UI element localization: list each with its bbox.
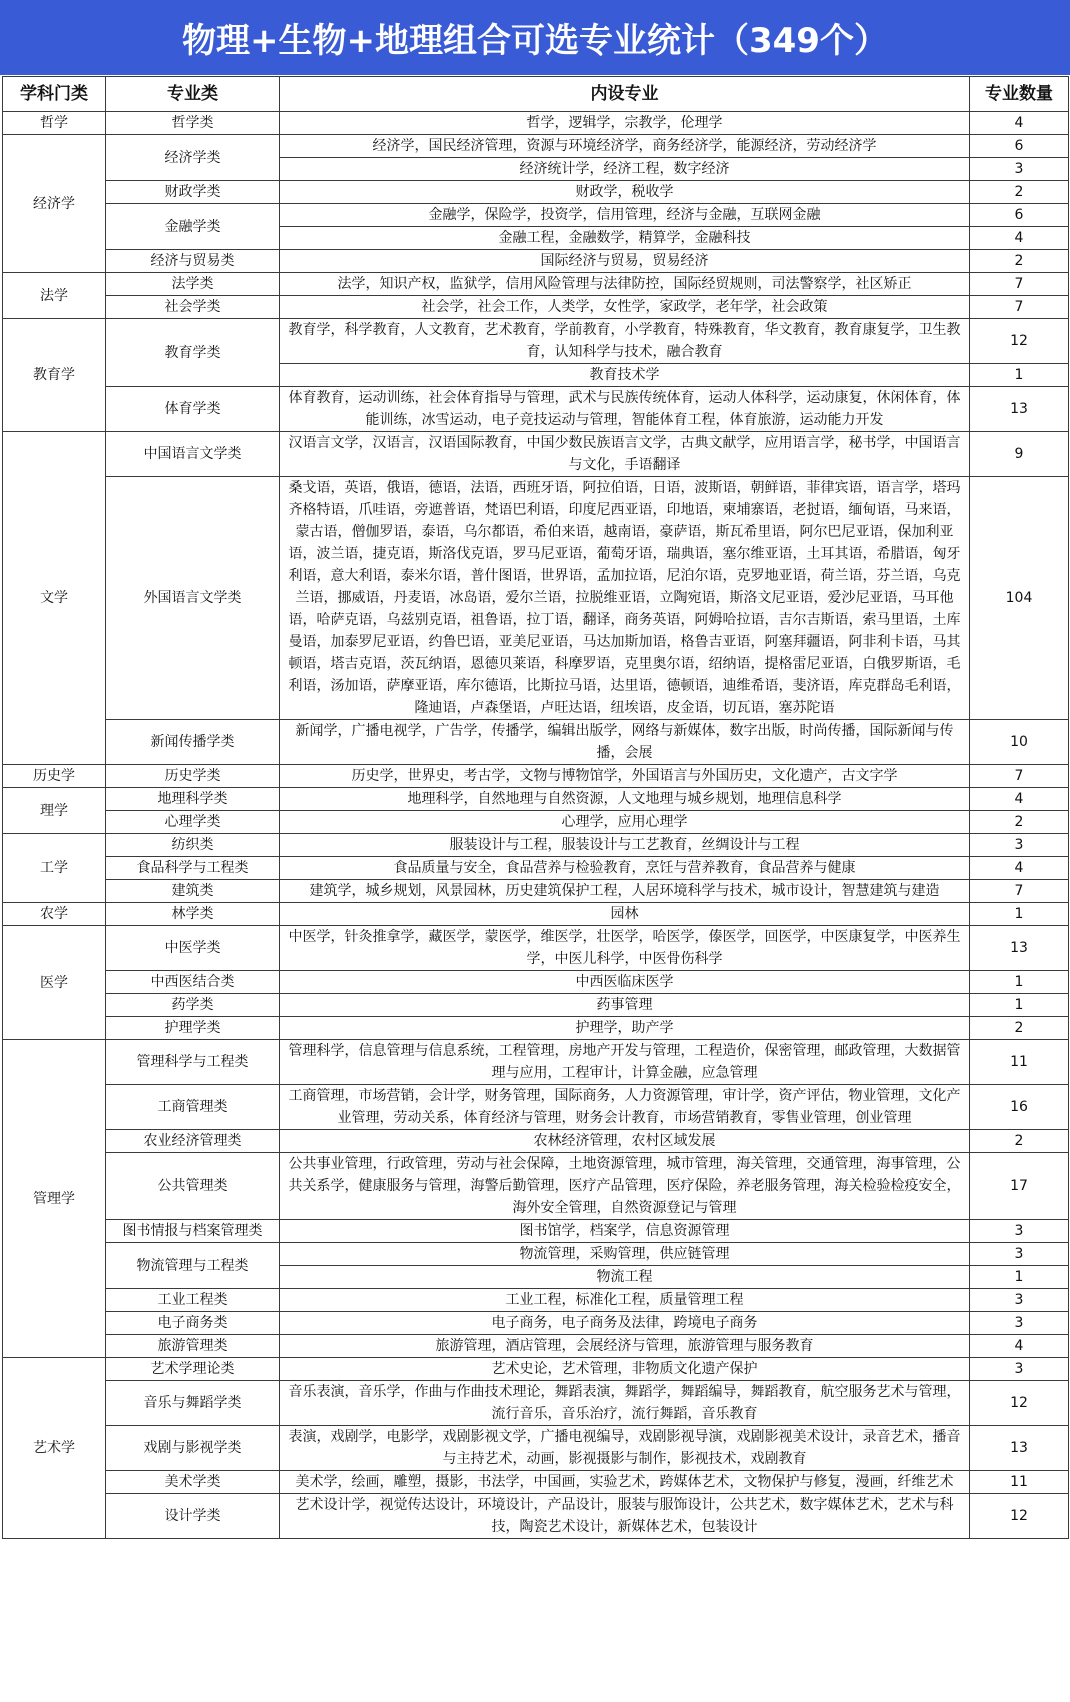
count-cell: 17 [970, 1153, 1069, 1220]
majors-cell: 心理学，应用心理学 [280, 811, 970, 834]
majors-cell: 新闻学，广播电视学，广告学，传播学，编辑出版学，网络与新媒体，数字出版，时尚传播，国际新闻与传播，会展 [280, 720, 970, 765]
discipline-cell: 管理学 [3, 1040, 106, 1358]
category-cell: 图书情报与档案管理类 [106, 1220, 280, 1243]
discipline-cell: 文学 [3, 432, 106, 765]
count-cell: 4 [970, 788, 1069, 811]
category-cell: 旅游管理类 [106, 1335, 280, 1358]
category-cell: 金融学类 [106, 204, 280, 250]
category-cell: 公共管理类 [106, 1153, 280, 1220]
majors-cell: 历史学，世界史，考古学，文物与博物馆学，外国语言与外国历史，文化遗产，古文字学 [280, 765, 970, 788]
majors-cell: 园林 [280, 903, 970, 926]
table-row [3, 811, 1069, 834]
majors-cell: 食品质量与安全，食品营养与检验教育，烹饪与营养教育，食品营养与健康 [280, 857, 970, 880]
count-cell: 3 [970, 1289, 1069, 1312]
category-cell: 心理学类 [106, 811, 280, 834]
majors-cell: 物流管理，采购管理，供应链管理 [280, 1243, 970, 1266]
category-cell: 中西医结合类 [106, 971, 280, 994]
category-cell: 护理学类 [106, 1017, 280, 1040]
count-cell: 6 [970, 204, 1069, 227]
count-cell: 7 [970, 296, 1069, 319]
count-cell: 12 [970, 1381, 1069, 1426]
count-cell: 2 [970, 181, 1069, 204]
table-row [3, 1243, 1069, 1266]
majors-cell: 社会学，社会工作，人类学，女性学，家政学，老年学，社会政策 [280, 296, 970, 319]
majors-cell: 药事管理 [280, 994, 970, 1017]
discipline-cell: 教育学 [3, 319, 106, 432]
count-cell: 7 [970, 273, 1069, 296]
count-cell: 16 [970, 1085, 1069, 1130]
majors-cell: 经济统计学，经济工程，数字经济 [280, 158, 970, 181]
table-row [3, 181, 1069, 204]
table-row [3, 1289, 1069, 1312]
category-cell: 财政学类 [106, 181, 280, 204]
table-row [3, 1471, 1069, 1494]
majors-cell: 经济学，国民经济管理，资源与环境经济学，商务经济学，能源经济，劳动经济学 [280, 135, 970, 158]
table-row [3, 765, 1069, 788]
count-cell: 13 [970, 1426, 1069, 1471]
discipline-cell: 理学 [3, 788, 106, 834]
count-cell: 12 [970, 1494, 1069, 1539]
table-row [3, 857, 1069, 880]
count-cell: 1 [970, 1266, 1069, 1289]
category-cell: 美术学类 [106, 1471, 280, 1494]
majors-cell: 公共事业管理，行政管理，劳动与社会保障，土地资源管理，城市管理，海关管理，交通管理，海事管理，公共关系学，健康服务与管理，海警后勤管理，医疗产品管理，医疗保险，养老服务管理，海关检验检疫安全，海外安全管理，自然资源登记与管理 [280, 1153, 970, 1220]
header-row [3, 77, 1069, 112]
count-cell: 4 [970, 1335, 1069, 1358]
table-body [3, 112, 1069, 1539]
category-cell: 社会学类 [106, 296, 280, 319]
count-cell: 2 [970, 1017, 1069, 1040]
discipline-cell: 经济学 [3, 135, 106, 273]
table-row [3, 1494, 1069, 1539]
majors-cell: 音乐表演，音乐学，作曲与作曲技术理论，舞蹈表演，舞蹈学，舞蹈编导，舞蹈教育，航空服务艺术与管理，流行音乐，音乐治疗，流行舞蹈，音乐教育 [280, 1381, 970, 1426]
table-row [3, 834, 1069, 857]
count-cell: 3 [970, 158, 1069, 181]
majors-cell: 教育学，科学教育，人文教育，艺术教育，学前教育，小学教育，特殊教育，华文教育，教育康复学，卫生教育，认知科学与技术，融合教育 [280, 319, 970, 364]
count-cell: 1 [970, 364, 1069, 387]
table-row [3, 135, 1069, 158]
table-row [3, 1040, 1069, 1085]
majors-cell: 农林经济管理，农村区域发展 [280, 1130, 970, 1153]
majors-cell: 艺术设计学，视觉传达设计，环境设计，产品设计，服装与服饰设计，公共艺术，数字媒体艺术，艺术与科技，陶瓷艺术设计，新媒体艺术，包装设计 [280, 1494, 970, 1539]
table-row [3, 880, 1069, 903]
category-cell: 地理科学类 [106, 788, 280, 811]
count-cell: 4 [970, 112, 1069, 135]
category-cell: 艺术学理论类 [106, 1358, 280, 1381]
table-row [3, 994, 1069, 1017]
count-cell: 1 [970, 903, 1069, 926]
table-row [3, 112, 1069, 135]
majors-cell: 工商管理，市场营销，会计学，财务管理，国际商务，人力资源管理，审计学，资产评估，物业管理，文化产业管理，劳动关系，体育经济与管理，财务会计教育，市场营销教育，零售业管理，创业管理 [280, 1085, 970, 1130]
majors-cell: 中医学，针灸推拿学，藏医学，蒙医学，维医学，壮医学，哈医学，傣医学，回医学，中医康复学，中医养生学，中医儿科学，中医骨伤科学 [280, 926, 970, 971]
table-row [3, 1312, 1069, 1335]
majors-cell: 管理科学，信息管理与信息系统，工程管理，房地产开发与管理，工程造价，保密管理，邮政管理，大数据管理与应用，工程审计，计算金融，应急管理 [280, 1040, 970, 1085]
majors-cell: 金融工程，金融数学，精算学，金融科技 [280, 227, 970, 250]
table-row [3, 1358, 1069, 1381]
table-row [3, 1017, 1069, 1040]
count-cell: 3 [970, 834, 1069, 857]
count-cell: 104 [970, 477, 1069, 720]
table-row [3, 477, 1069, 720]
majors-cell: 汉语言文学，汉语言，汉语国际教育，中国少数民族语言文学，古典文献学，应用语言学，秘书学，中国语言与文化，手语翻译 [280, 432, 970, 477]
majors-cell: 物流工程 [280, 1266, 970, 1289]
count-cell: 3 [970, 1312, 1069, 1335]
category-cell: 教育学类 [106, 319, 280, 387]
majors-cell: 金融学，保险学，投资学，信用管理，经济与金融，互联网金融 [280, 204, 970, 227]
discipline-cell: 医学 [3, 926, 106, 1040]
majors-cell: 哲学，逻辑学，宗教学，伦理学 [280, 112, 970, 135]
category-cell: 历史学类 [106, 765, 280, 788]
category-cell: 电子商务类 [106, 1312, 280, 1335]
count-cell: 4 [970, 227, 1069, 250]
count-cell: 2 [970, 1130, 1069, 1153]
count-cell: 13 [970, 387, 1069, 432]
category-cell: 中国语言文学类 [106, 432, 280, 477]
majors-cell: 体育教育，运动训练，社会体育指导与管理，武术与民族传统体育，运动人体科学，运动康复，休闲体育，体能训练，冰雪运动，电子竞技运动与管理，智能体育工程，体育旅游，运动能力开发 [280, 387, 970, 432]
table-row [3, 1085, 1069, 1130]
category-cell: 工商管理类 [106, 1085, 280, 1130]
table-row [3, 204, 1069, 227]
majors-cell: 中西医临床医学 [280, 971, 970, 994]
table-row [3, 903, 1069, 926]
category-cell: 建筑类 [106, 880, 280, 903]
table-row [3, 319, 1069, 364]
category-cell: 经济与贸易类 [106, 250, 280, 273]
category-cell: 药学类 [106, 994, 280, 1017]
majors-cell: 教育技术学 [280, 364, 970, 387]
category-cell: 工业工程类 [106, 1289, 280, 1312]
count-cell: 11 [970, 1471, 1069, 1494]
count-cell: 3 [970, 1243, 1069, 1266]
table-row [3, 971, 1069, 994]
count-cell: 2 [970, 250, 1069, 273]
table-row [3, 1335, 1069, 1358]
table-row [3, 250, 1069, 273]
table-row [3, 1381, 1069, 1426]
count-cell: 3 [970, 1220, 1069, 1243]
header-category: 专业类 [106, 77, 280, 112]
category-cell: 外国语言文学类 [106, 477, 280, 720]
table-row [3, 296, 1069, 319]
category-cell: 法学类 [106, 273, 280, 296]
category-cell: 设计学类 [106, 1494, 280, 1539]
count-cell: 4 [970, 857, 1069, 880]
category-cell: 农业经济管理类 [106, 1130, 280, 1153]
table-row [3, 720, 1069, 765]
majors-cell: 法学，知识产权，监狱学，信用风险管理与法律防控，国际经贸规则，司法警察学，社区矫正 [280, 273, 970, 296]
category-cell: 林学类 [106, 903, 280, 926]
category-cell: 管理科学与工程类 [106, 1040, 280, 1085]
header-count: 专业数量 [970, 77, 1069, 112]
count-cell: 13 [970, 926, 1069, 971]
table-row [3, 387, 1069, 432]
majors-cell: 美术学，绘画，雕塑，摄影，书法学，中国画，实验艺术，跨媒体艺术，文物保护与修复，漫画，纤维艺术 [280, 1471, 970, 1494]
majors-cell: 桑戈语，英语，俄语，德语，法语，西班牙语，阿拉伯语，日语，波斯语，朝鲜语，菲律宾语，语言学，塔玛齐格特语，爪哇语，旁遮普语，梵语巴利语，印度尼西亚语，印地语，柬埔寨语，老挝语，缅甸语，马来语，蒙古语，僧伽罗语，泰语，乌尔都语，希伯来语，越南语，豪萨语，斯瓦希里语，阿尔巴尼亚语，保加利亚语，波兰语，捷克语，斯洛伐克语，罗马尼亚语，葡萄牙语，瑞典语，塞尔维亚语，土耳其语，希腊语，匈牙利语，意大利语，泰米尔语，普什图语，世界语，孟加拉语，尼泊尔语，克罗地亚语，荷兰语，芬兰语，乌克兰语，挪威语，丹麦语，冰岛语，爱尔兰语，拉脱维亚语，立陶宛语，斯洛文尼亚语，爱沙尼亚语，马耳他语，哈萨克语，乌兹别克语，祖鲁语，拉丁语，翻译，商务英语，阿姆哈拉语，吉尔吉斯语，索马里语，土库曼语，加泰罗尼亚语，约鲁巴语，亚美尼亚语，马达加斯加语，格鲁吉亚语，阿塞拜疆语，阿非利卡语，马其顿语，塔吉克语，茨瓦纳语，恩德贝莱语，科摩罗语，克里奥尔语，绍纳语，提格雷尼亚语，白俄罗斯语，毛利语，汤加语，萨摩亚语，库尔德语，比斯拉马语，达里语，德顿语，迪维希语，斐济语，库克群岛毛利语，隆迪语，卢森堡语，卢旺达语，纽埃语，皮金语，切瓦语，塞苏陀语 [280, 477, 970, 720]
count-cell: 2 [970, 811, 1069, 834]
category-cell: 经济学类 [106, 135, 280, 181]
count-cell: 11 [970, 1040, 1069, 1085]
category-cell: 体育学类 [106, 387, 280, 432]
count-cell: 7 [970, 880, 1069, 903]
count-cell: 10 [970, 720, 1069, 765]
header-majors: 内设专业 [280, 77, 970, 112]
count-cell: 1 [970, 994, 1069, 1017]
table-row [3, 1220, 1069, 1243]
count-cell: 12 [970, 319, 1069, 364]
table-row [3, 788, 1069, 811]
table-row [3, 273, 1069, 296]
discipline-cell: 法学 [3, 273, 106, 319]
count-cell: 3 [970, 1358, 1069, 1381]
header-discipline: 学科门类 [3, 77, 106, 112]
category-cell: 哲学类 [106, 112, 280, 135]
majors-cell: 护理学，助产学 [280, 1017, 970, 1040]
majors-cell: 电子商务，电子商务及法律，跨境电子商务 [280, 1312, 970, 1335]
discipline-cell: 工学 [3, 834, 106, 903]
majors-cell: 艺术史论，艺术管理，非物质文化遗产保护 [280, 1358, 970, 1381]
category-cell: 纺织类 [106, 834, 280, 857]
majors-cell: 表演，戏剧学，电影学，戏剧影视文学，广播电视编导，戏剧影视导演，戏剧影视美术设计，录音艺术，播音与主持艺术，动画，影视摄影与制作，影视技术，戏剧教育 [280, 1426, 970, 1471]
count-cell: 7 [970, 765, 1069, 788]
majors-cell: 建筑学，城乡规划，风景园林，历史建筑保护工程，人居环境科学与技术，城市设计，智慧建筑与建造 [280, 880, 970, 903]
category-cell: 新闻传播学类 [106, 720, 280, 765]
discipline-cell: 历史学 [3, 765, 106, 788]
category-cell: 食品科学与工程类 [106, 857, 280, 880]
majors-table [2, 76, 1069, 1539]
majors-cell: 服装设计与工程，服装设计与工艺教育，丝绸设计与工程 [280, 834, 970, 857]
table-row [3, 1153, 1069, 1220]
majors-cell: 工业工程，标准化工程，质量管理工程 [280, 1289, 970, 1312]
table-row [3, 926, 1069, 971]
discipline-cell: 农学 [3, 903, 106, 926]
discipline-cell: 艺术学 [3, 1358, 106, 1539]
majors-cell: 财政学，税收学 [280, 181, 970, 204]
count-cell: 6 [970, 135, 1069, 158]
category-cell: 音乐与舞蹈学类 [106, 1381, 280, 1426]
majors-cell: 旅游管理，酒店管理，会展经济与管理，旅游管理与服务教育 [280, 1335, 970, 1358]
count-cell: 1 [970, 971, 1069, 994]
category-cell: 物流管理与工程类 [106, 1243, 280, 1289]
table-row [3, 1130, 1069, 1153]
majors-cell: 地理科学，自然地理与自然资源，人文地理与城乡规划，地理信息科学 [280, 788, 970, 811]
discipline-cell: 哲学 [3, 112, 106, 135]
count-cell: 9 [970, 432, 1069, 477]
table-row [3, 1426, 1069, 1471]
majors-cell: 国际经济与贸易，贸易经济 [280, 250, 970, 273]
category-cell: 戏剧与影视学类 [106, 1426, 280, 1471]
majors-cell: 图书馆学，档案学，信息资源管理 [280, 1220, 970, 1243]
table-row [3, 432, 1069, 477]
category-cell: 中医学类 [106, 926, 280, 971]
page-title: 物理+生物+地理组合可选专业统计（349个） [0, 0, 1070, 75]
